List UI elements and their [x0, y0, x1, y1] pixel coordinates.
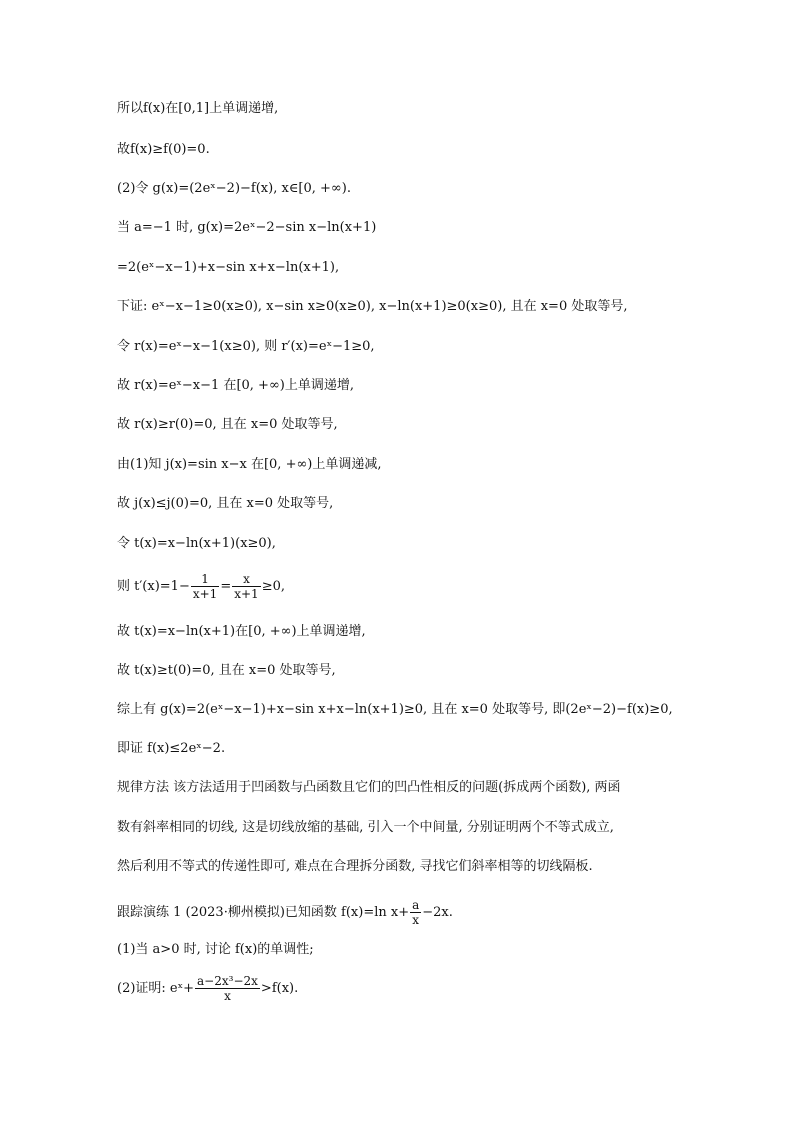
text-line: 故 j(x)≤j(0)=0, 且在 x=0 处取等号,	[117, 496, 334, 511]
text-line: 故 r(x)≥r(0)=0, 且在 x=0 处取等号,	[117, 417, 338, 432]
equals-sign: =	[220, 579, 232, 594]
text-line: 当 a=−1 时, g(x)=2eˣ−2−sin x−ln(x+1)	[117, 220, 377, 235]
text-line: 令 r(x)=eˣ−x−1(x≥0), 则 r′(x)=eˣ−1≥0,	[117, 339, 375, 354]
fraction-numerator: a	[412, 898, 420, 912]
text-line: 即证 f(x)≤2eˣ−2.	[117, 741, 226, 756]
exercise-part-2	[117, 974, 298, 1003]
fraction-x-over-x-plus-1	[232, 572, 260, 601]
text-line: 所以f(x)在[0,1]上单调递增,	[117, 101, 279, 116]
text-line: 故 t(x)=x−ln(x+1)在[0, +∞)上单调递增,	[117, 624, 366, 639]
fraction-numerator: x	[232, 572, 260, 587]
text-line: 故f(x)≥f(0)=0.	[117, 142, 210, 157]
fraction-denominator: x+1	[234, 587, 259, 601]
text-line: 综上有 g(x)=2(eˣ−x−1)+x−sin x+x−ln(x+1)≥0, 且在 x=0 处取等号, 即(2eˣ−2)−f(x)≥0,	[117, 702, 673, 717]
t-derivative-prefix: 则 t′(x)=1−	[117, 579, 190, 594]
exercise-prefix: 跟踪演练 1 (2023·柳州模拟)已知函数 f(x)=ln x+	[117, 905, 410, 920]
text-line: =2(eˣ−x−1)+x−sin x+x−ln(x+1),	[117, 260, 340, 275]
exercise-suffix: −2x.	[422, 905, 453, 920]
fraction-denominator: x	[412, 913, 420, 927]
t-derivative-suffix: ≥0,	[261, 579, 285, 594]
fraction-1-over-x-plus-1	[191, 572, 219, 601]
fraction-denominator: x+1	[192, 587, 218, 601]
text-line: 然后利用不等式的传递性即可, 难点在合理拆分函数, 寻找它们斜率相等的切线隔板.	[117, 859, 593, 874]
exercise-heading	[117, 898, 453, 927]
text-line: 令 t(x)=x−ln(x+1)(x≥0),	[117, 536, 276, 551]
text-line: 规律方法 该方法适用于凹函数与凸函数且它们的凹凸性相反的问题(拆成两个函数), 两函	[117, 780, 621, 795]
text-line: 数有斜率相同的切线, 这是切线放缩的基础, 引入一个中间量, 分别证明两个不等式成立,	[117, 820, 614, 835]
text-line: 故 t(x)≥t(0)=0, 且在 x=0 处取等号,	[117, 663, 336, 678]
part2-prefix: (2)证明: eˣ+	[117, 981, 195, 996]
fraction-a-over-x	[410, 898, 421, 927]
text-line: (2)令 g(x)=(2eˣ−2)−f(x), x∈[0, +∞).	[117, 181, 351, 196]
text-line: 故 r(x)=eˣ−x−1 在[0, +∞)上单调递增,	[117, 378, 354, 393]
text-line: 由(1)知 j(x)=sin x−x 在[0, +∞)上单调递减,	[117, 457, 382, 472]
fraction-numerator: 1	[191, 572, 219, 587]
fraction-numerator: a−2x³−2x	[197, 974, 258, 988]
text-line: 下证: eˣ−x−1≥0(x≥0), x−sin x≥0(x≥0), x−ln(x+1)≥0(x≥0), 且在 x=0 处取等号,	[117, 299, 628, 314]
part2-suffix: >f(x).	[260, 981, 299, 996]
text-line: (1)当 a>0 时, 讨论 f(x)的单调性;	[117, 942, 314, 957]
t-derivative-line	[117, 572, 285, 601]
fraction-denominator: x	[224, 989, 231, 1003]
fraction-part2	[195, 974, 260, 1003]
